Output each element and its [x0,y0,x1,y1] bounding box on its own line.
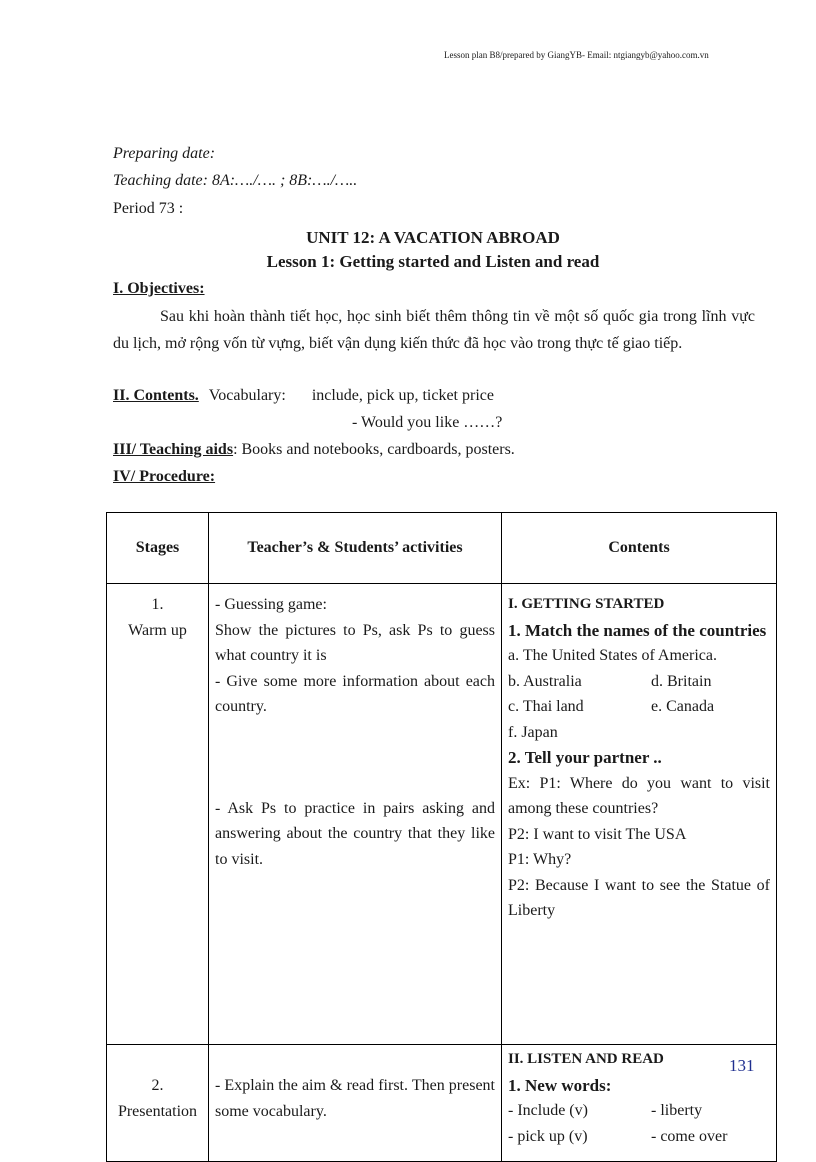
structure-line: - Would you like ……? [352,414,503,431]
teaching-date: Teaching date: 8A:…./…. ; 8B:…./….. [113,172,358,189]
vocab-item: - liberty [651,1102,703,1119]
table-row [107,1045,777,1162]
activity-text: - Guessing game: [215,596,327,613]
objectives-heading [113,280,205,298]
section-heading: I. GETTING STARTED [508,596,665,612]
content-line [508,669,770,695]
country-item: d. Britain [651,672,712,690]
vocab-item: - pick up (v) [508,1127,588,1145]
activity-text: Show the pictures to Ps, ask Ps to guess what country it is [215,621,495,664]
content-line [508,1098,770,1124]
table-header-row [107,513,777,584]
activities-cell-presentation [209,1045,502,1162]
header-contents: Contents [502,513,777,584]
teaching-aids-label: III/ Teaching aids [113,441,234,458]
preparing-date: Preparing date: [113,145,216,162]
unit-title: UNIT 12: A VACATION ABROAD [306,228,560,247]
stage-number: 1. [151,596,164,613]
country-item: c. Thai land [508,698,584,715]
objectives-text: Sau khi hoàn thành tiết học, học sinh biết thêm thông tin về một số quốc gia trong lĩnh vực du lịch, mở rộng vốn từ vựng, biết vận dụng kiến thức đã học vào trong thực tế giao tiếp. [113,308,755,352]
contents-label: II. Contents. [113,387,199,404]
content-line [508,694,770,720]
procedure-table [106,512,777,1162]
activity-text: - Explain the aim & read first. Then present some vocabulary. [215,1077,495,1120]
content-line: P2: Because I want to see the Statue of Liberty [508,876,770,919]
activity-text: - Give some more information about each country. [215,672,495,715]
country-item: e. Canada [651,698,715,715]
stage-name: Presentation [117,1102,198,1120]
period: Period 73 : [113,200,184,217]
content-line: f. Japan [508,723,558,741]
activity-text: - Ask Ps to practice in pairs asking and answering about the country that they like to visit. [215,799,495,868]
vocab-item: - come over [651,1127,728,1145]
content-line: Ex: P1: Where do you want to visit among these countries? [508,774,770,817]
section-heading: II. LISTEN AND READ [508,1051,664,1067]
header-stages: Stages [107,513,209,584]
objectives-label: I. Objectives: [113,280,205,297]
contents-line [113,387,494,405]
stage-number: 2. [151,1077,164,1094]
content-line: P2: I want to visit The USA [508,825,687,843]
teaching-aids-line [113,441,515,459]
vocab-list: include, pick up, ticket price [311,387,494,404]
teaching-aids-text: : Books and notebooks, cardboards, posters. [233,441,515,458]
contents-cell-warmup [502,584,777,1045]
task-heading: 1. New words: [508,1075,612,1095]
content-line: P1: Why? [508,851,572,868]
vocab-item: - Include (v) [508,1102,588,1119]
procedure-label: IV/ Procedure: [113,468,216,485]
stage-cell-presentation [107,1045,209,1162]
stage-name: Warm up [128,621,187,639]
task-heading: 2. Tell your partner .. [508,748,662,767]
procedure-heading [113,468,215,486]
task-heading: 1. Match the names of the countries [508,620,767,640]
activities-cell-warmup [209,584,502,1045]
lesson-title: Lesson 1: Getting started and Listen and read [266,252,600,271]
page-number: 131 [729,1056,755,1075]
stage-cell-warmup [107,584,209,1045]
content-line: a. The United States of America. [508,647,717,664]
content-line [508,1124,770,1150]
country-item: b. Australia [508,672,582,690]
page-header: Lesson plan B8/prepared by GiangYB- Email: ntgiangyb@yahoo.com.vn [444,50,709,60]
table-row [107,584,777,1045]
vocab-label: Vocabulary: [208,387,286,404]
header-activities: Teacher’s & Students’ activities [209,513,502,584]
